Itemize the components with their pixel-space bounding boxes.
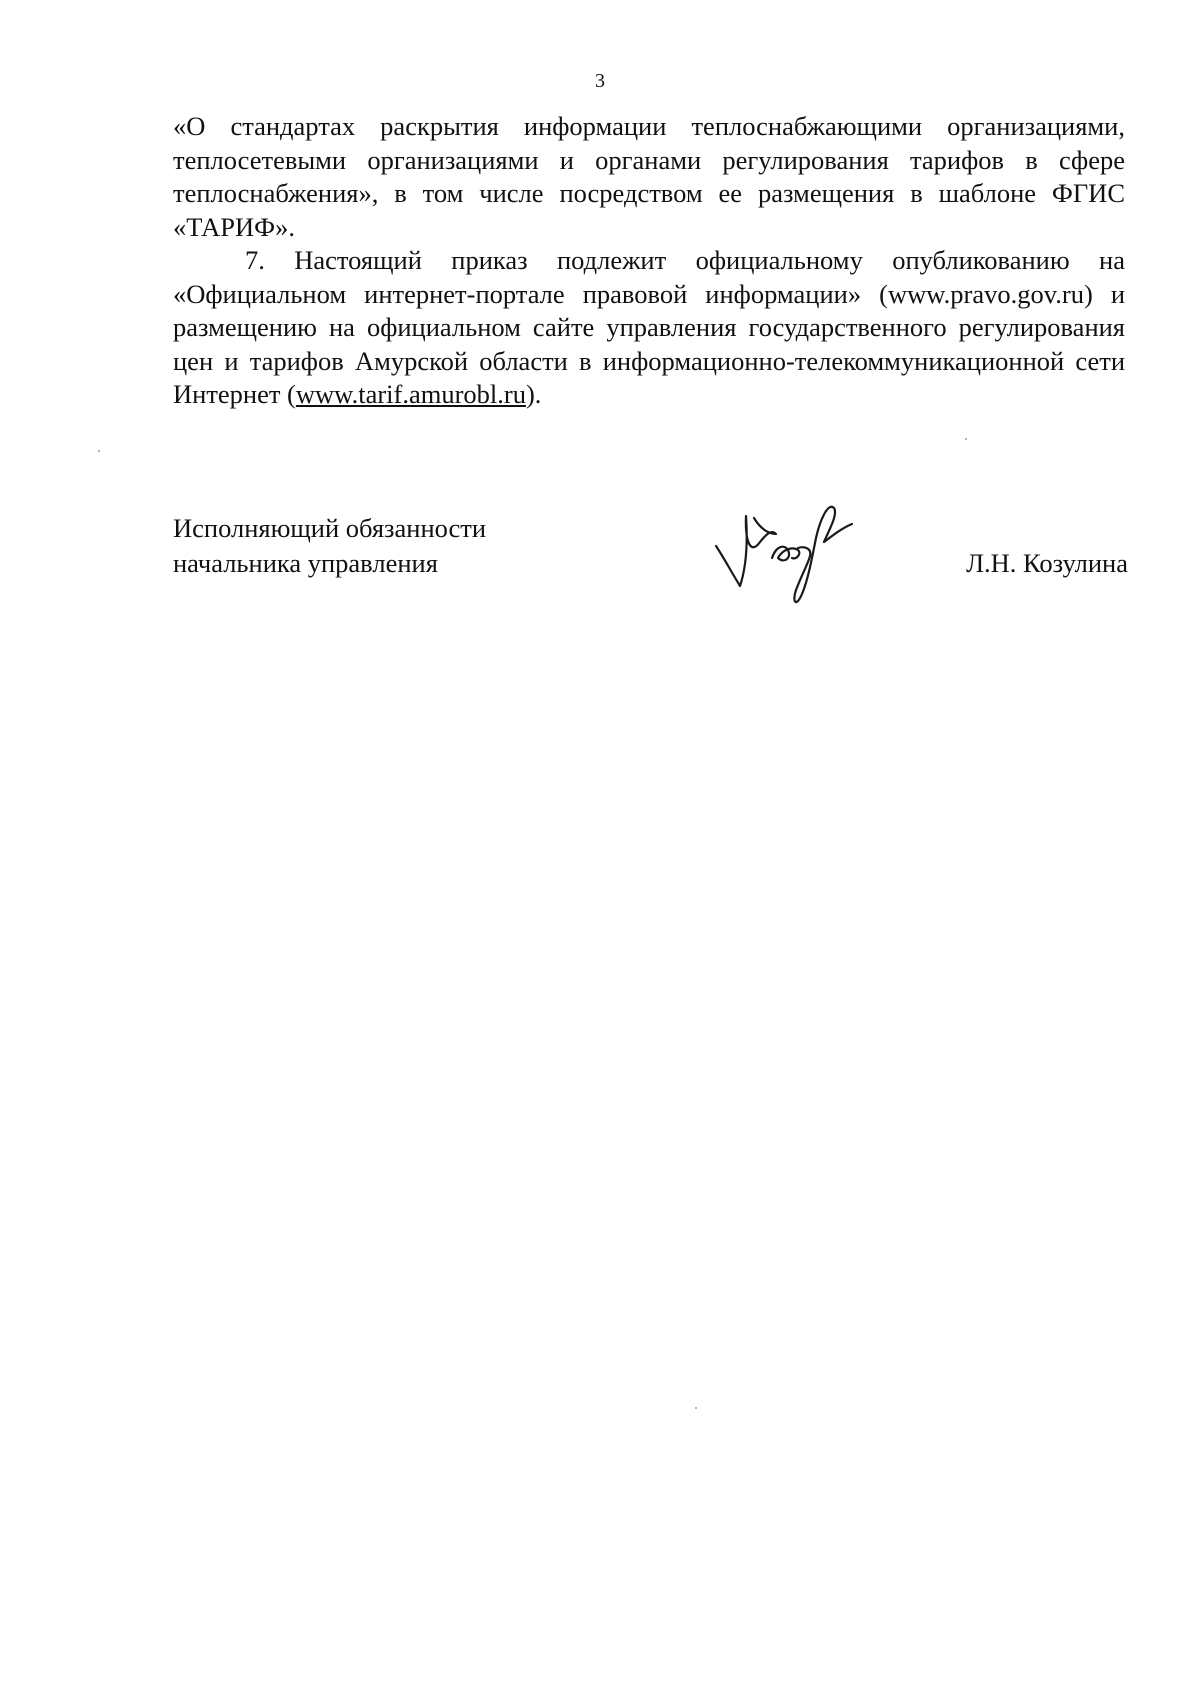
paragraph-continuation: «О стандартах раскрытия информации теплоснабжающими организациями, теплосетевыми организациями и органами регулирования тарифов в сфере теплоснабжения», в том числе посредством ее размещения в шаблоне ФГИС «ТАРИФ». <box>173 111 1125 242</box>
signer-position <box>173 511 486 581</box>
scan-speck <box>98 450 100 452</box>
signer-position-line-1: Исполняющий обязанности <box>173 513 487 543</box>
document-body <box>173 110 1125 412</box>
paragraph-7-text: 7. Настоящий приказ подлежит официальному опубликованию на «Официальном интернет-портале правовой информации» (www.pravo.gov.ru) и размещению на официальном сайте управления государственного регулирования цен и тарифов Амурской области в информационно-телекоммуникационной сети Интернет ( <box>173 245 1125 409</box>
page-number: 3 <box>595 70 605 92</box>
handwritten-signature <box>712 498 862 610</box>
scan-speck <box>965 438 967 440</box>
scan-speck <box>695 1407 697 1409</box>
tarif-site-link[interactable]: www.tarif.amurobl.ru <box>295 379 526 409</box>
signer-name: Л.Н. Козулина <box>966 548 1128 578</box>
paragraph-7 <box>173 244 1125 412</box>
paragraph-7-closing: ). <box>525 379 542 409</box>
signer-position-line-2: начальника управления <box>173 548 438 578</box>
